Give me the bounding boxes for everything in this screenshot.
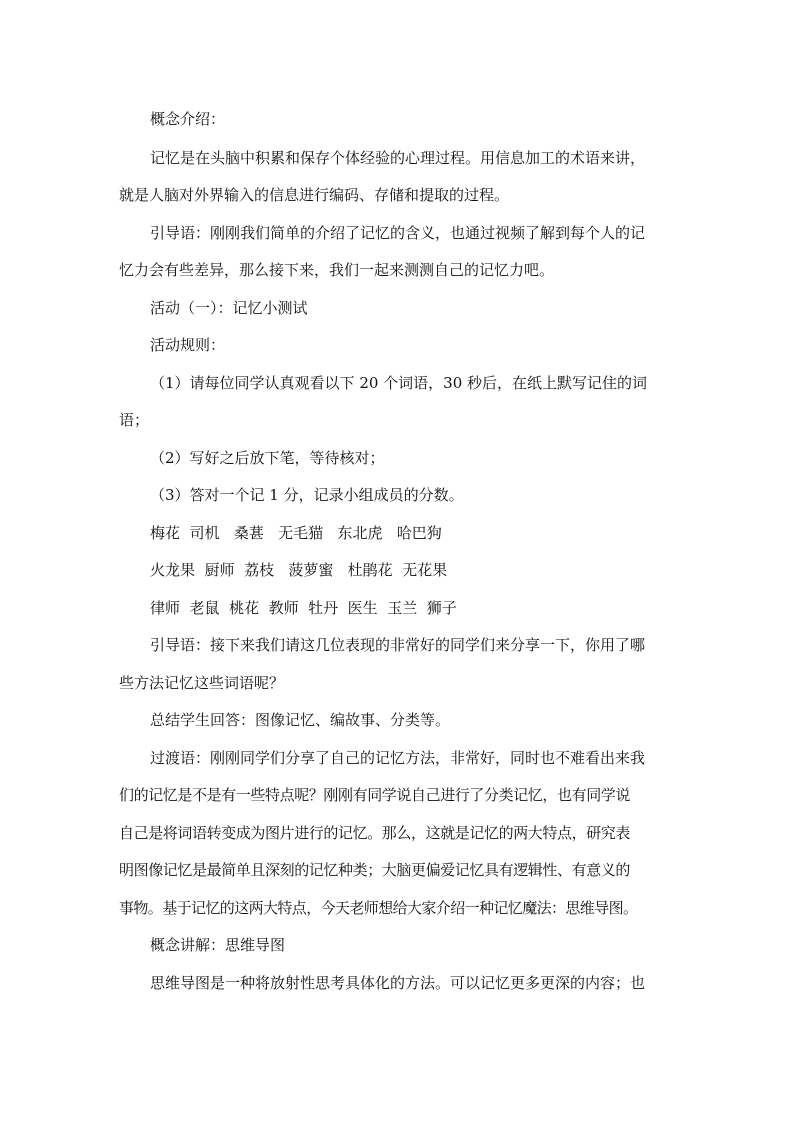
- rule-item: （3）答对一个记 1 分，记录小组成员的分数。: [150, 486, 464, 504]
- rule-item: （1）请每位同学认真观看以下 20 个词语，30 秒后，在纸上默写记住的词: [150, 374, 648, 392]
- rule-item-continuation: 语；: [119, 411, 150, 429]
- paragraph-line: 就是人脑对外界输入的信息进行编码、存储和提取的过程。: [119, 186, 510, 204]
- paragraph-line: 记忆是在头脑中积累和保存个体经验的心理过程。用信息加工的术语来讲，: [150, 149, 646, 167]
- rule-item: （2）写好之后放下笔，等待核对；: [150, 449, 385, 467]
- word-list-row: 梅花 司机 桑葚 无毛猫 东北虎 哈巴狗: [150, 524, 442, 542]
- word-list-row: 律师 老鼠 桃花 教师 牡丹 医生 玉兰 狮子: [150, 599, 457, 617]
- section-heading-mindmap: 概念讲解：思维导图: [150, 936, 286, 954]
- activity-heading: 活动（一）：记忆小测试: [150, 299, 308, 317]
- paragraph-line: 些方法记忆这些词语呢？: [119, 674, 285, 692]
- rules-heading: 活动规则：: [150, 336, 226, 354]
- paragraph-line: 引导语：接下来我们请这几位表现的非常好的同学们来分享一下，你用了哪: [150, 636, 646, 654]
- paragraph-line: 自己是将词语转变成为图片进行的记忆。那么，这就是记忆的两大特点，研究表: [119, 824, 631, 842]
- section-heading-concept: 概念介绍：: [150, 110, 226, 128]
- paragraph-line: 引导语：刚刚我们简单的介绍了记忆的含义，也通过视频了解到每个人的记: [150, 224, 646, 242]
- paragraph-line: 忆力会有些差异，那么接下来，我们一起来测测自己的记忆力吧。: [119, 261, 555, 279]
- paragraph-line: 过渡语：刚刚同学们分享了自己的记忆方法，非常好，同时也不难看出来我: [150, 749, 646, 767]
- word-list-row: 火龙果 厨师 荔枝 菠萝蜜 杜鹃花 无花果: [150, 561, 448, 579]
- paragraph-line: 们的记忆是不是有一些特点呢？刚刚有同学说自己进行了分类记忆，也有同学说: [119, 786, 631, 804]
- paragraph-line: 事物。基于记忆的这两大特点，今天老师想给大家介绍一种记忆魔法：思维导图。: [119, 899, 638, 917]
- paragraph-line: 明图像记忆是最简单且深刻的记忆种类；大脑更偏爱记忆具有逻辑性、有意义的: [119, 861, 631, 879]
- paragraph-line: 总结学生回答：图像记忆、编故事、分类等。: [150, 711, 451, 729]
- paragraph-line: 思维导图是一种将放射性思考具体化的方法。可以记忆更多更深的内容；也: [150, 974, 646, 992]
